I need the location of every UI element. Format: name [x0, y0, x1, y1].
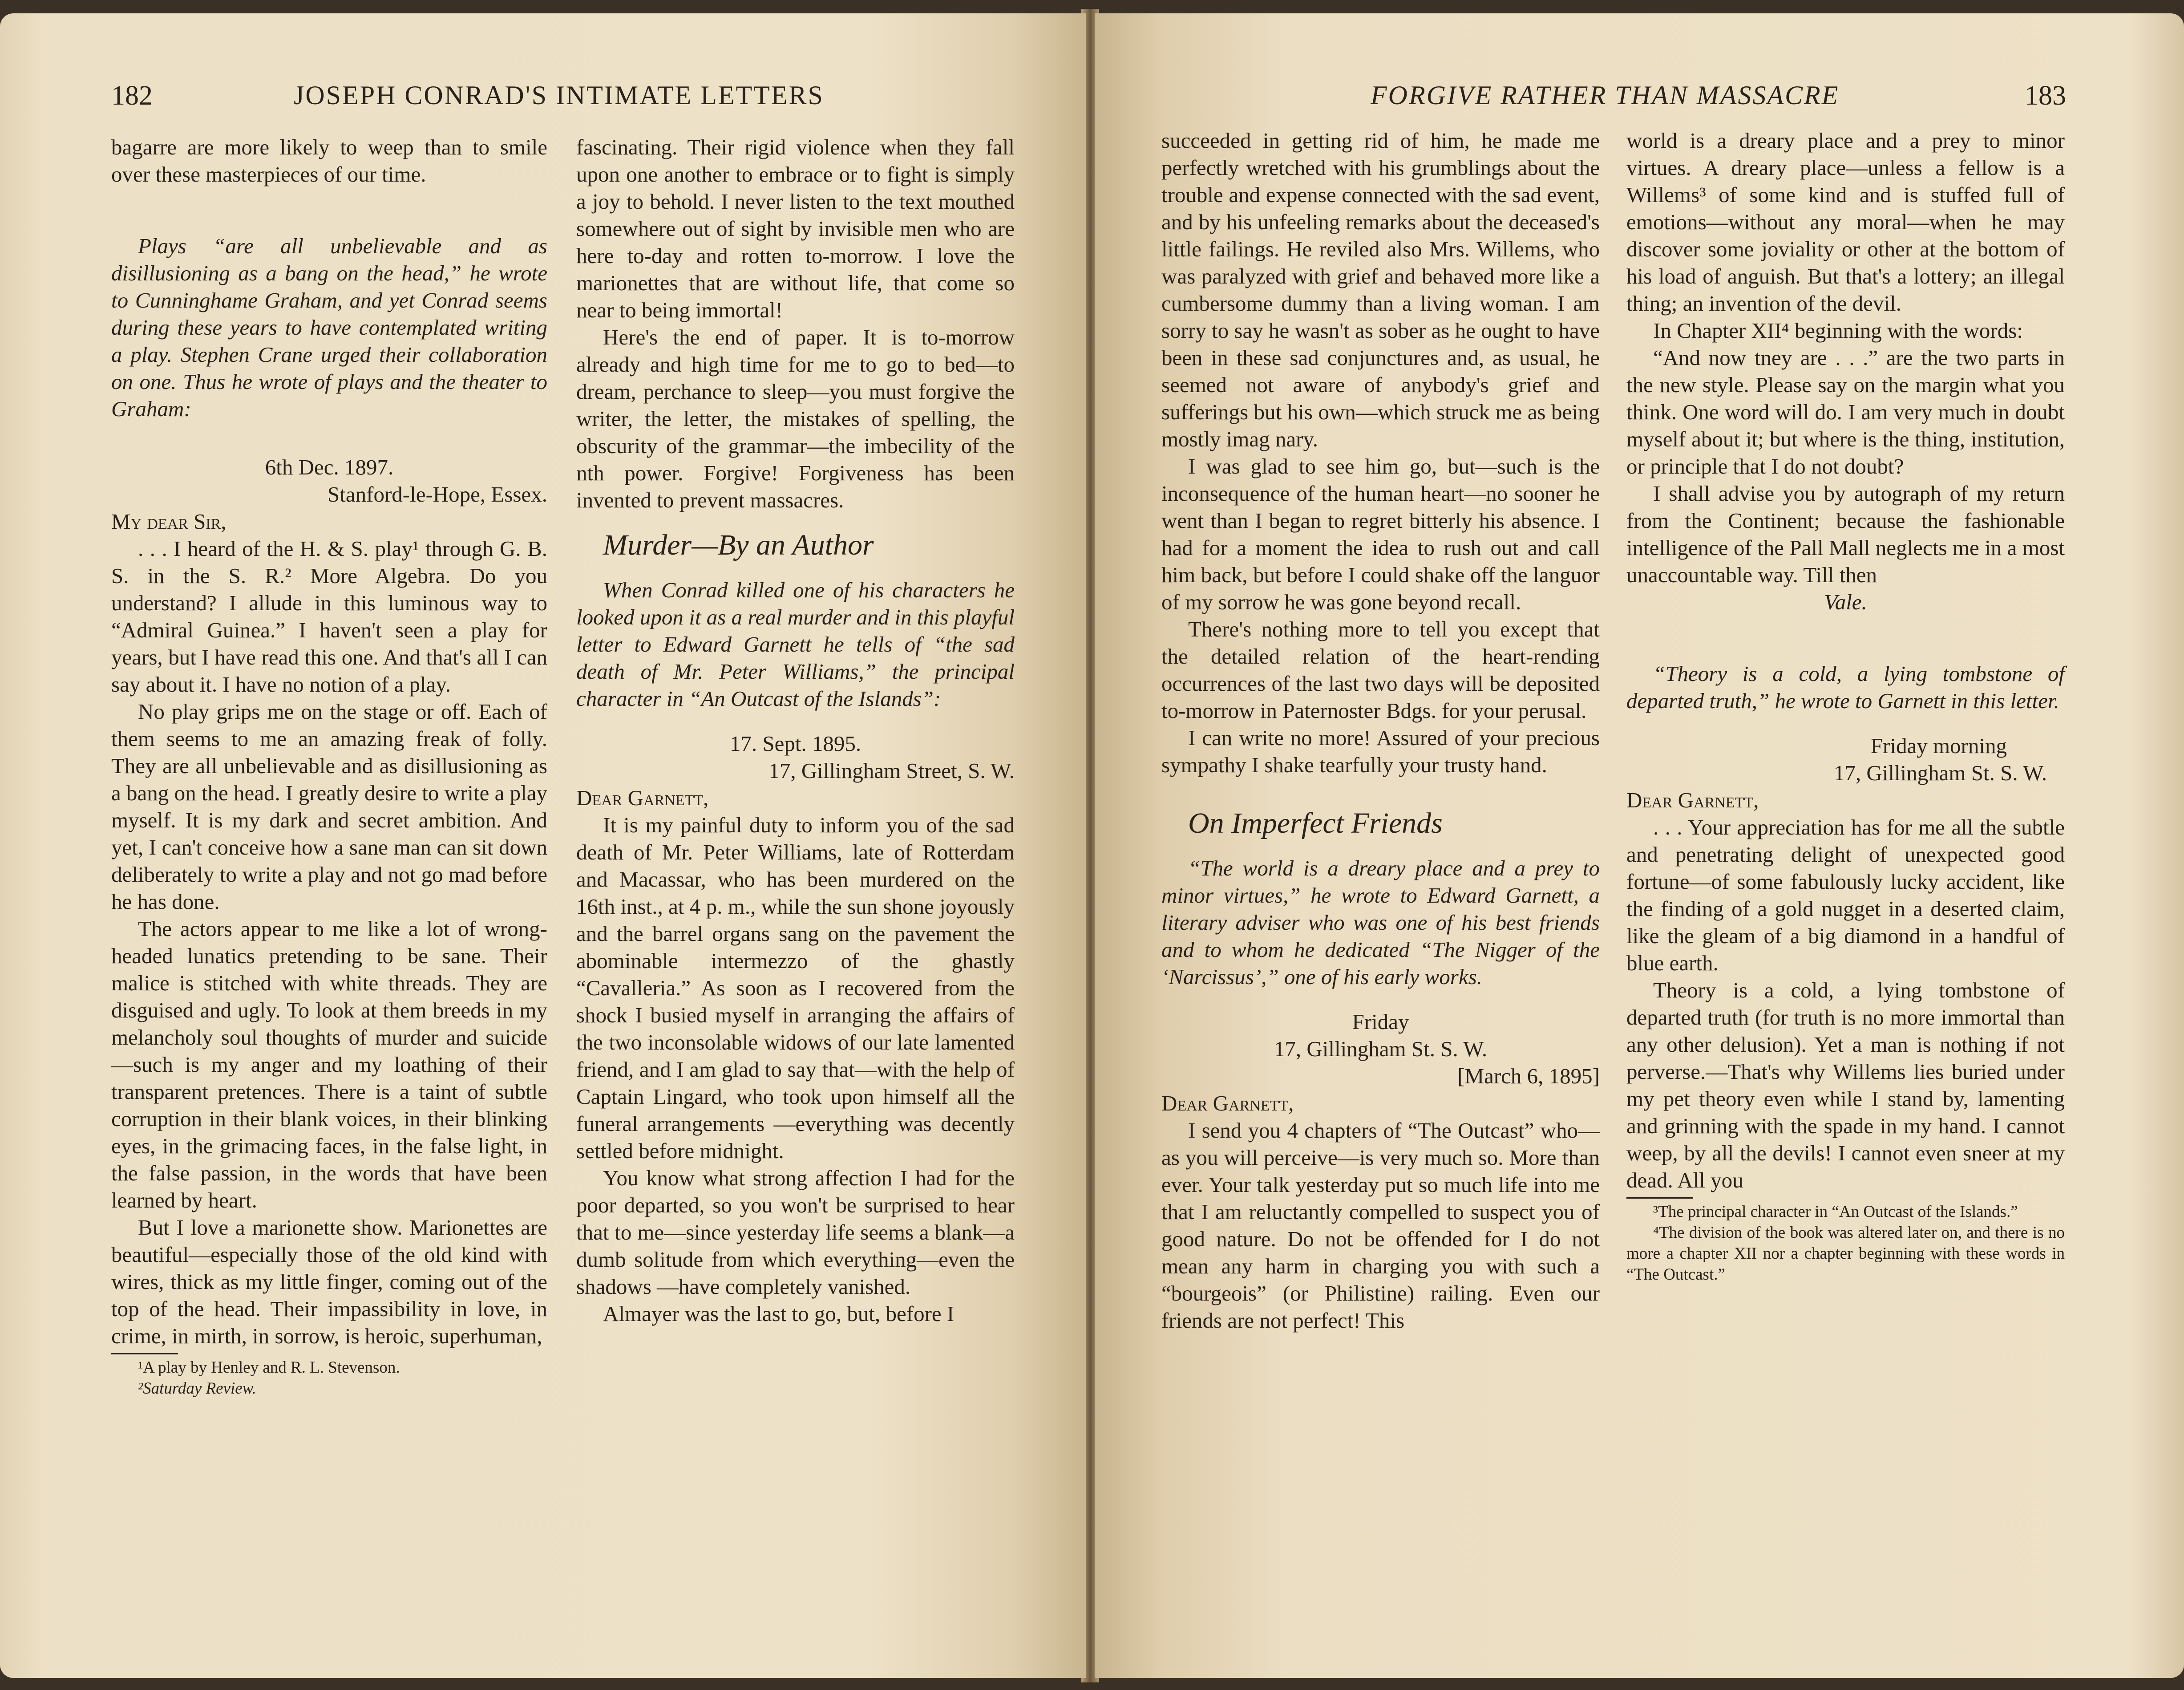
editorial-intro: When Conrad killed one of his characters he looked upon it as a real murder and in this playful letter to Edward Garnett he tells of “the sad death of Mr. Peter Williams,” the principal character in “An Outcast of the Islands”:	[576, 578, 1015, 711]
letter-place: 17, Gillingham Street, S. W.	[768, 758, 1015, 783]
paragraph: . . . Your appreciation has for me all the subtle and penetrating delight of unexpected good fortune—of some fabulously lucky accident, like the finding of a gold nugget in a deserted claim, like the gleam of a big diamond in a handful of blue earth.	[1626, 815, 2065, 975]
letter-salutation: My dear Sir,	[111, 509, 226, 534]
footnote: ³The principal character in “An Outcast of the Islands.”	[1653, 1203, 2018, 1221]
paragraph: I send you 4 chapters of “The Outcast” who—as you will perceive—is very much so. More than ever. Your talk yesterday put so much life into me that I am reluctantly compelled to suspect you of good nature. Do not be offended for I do not mean any harm in charging you with such a “bourgeois” (or Philistine) railing. Even our friends are not perfect! This	[1161, 1118, 1600, 1333]
paragraph: In Chapter XII⁴ beginning with the words:	[1653, 318, 2023, 343]
running-head: FORGIVE RATHER THAN MASSACRE	[1371, 81, 1840, 110]
footnote-rule	[1626, 1197, 1693, 1199]
paragraph: . . . I heard of the H. & S. play¹ through G. B. S. in the S. R.² More Algebra. Do you understand? I allude in this luminous way to “Admiral Guinea.” I haven't seen a play for years, but I have read this one. And that's all I can say about it. I have no notion of a play.	[111, 536, 547, 697]
letter-place: 17, Gillingham St. S. W.	[1833, 761, 2047, 785]
paragraph: No play grips me on the stage or off. Each of them seems to me an amazing freak of folly. They are all unbelievable and as disillusioning as a bang on the head. I greatly desire to write a play myself. It is my dark and secret ambition. And yet, I can't conceive how a sane man can sit down deliberately to write a play and not go mad before he has done.	[111, 699, 547, 914]
left-page	[0, 13, 1086, 1678]
paragraph: It is my painful duty to inform you of the sad death of Mr. Peter Williams, late of Rotterdam and Macassar, who has been murdered on the 16th inst., at 4 p. m., while the sun shone joyously and the barrel organs sang on the pavement the abominable intermezzo of the ghastly “Cavalleria.” As soon as I recovered from the shock I busied myself in arranging the affairs of the two inconsolable widows of our late lamented friend, and I am glad to say that—with the help of Captain Lingard, who took upon himself all the funeral arrangements —everything was decently settled before midnight.	[576, 813, 1015, 1163]
letter-day: Friday	[1352, 1009, 1409, 1034]
footnote: ⁴The division of the book was altered later on, and there is no more a chapter XII nor a chapter beginning with these words in “The Outcast.”	[1626, 1224, 2065, 1284]
section-heading: On Imperfect Friends	[1188, 807, 1443, 839]
right-column-2	[1626, 127, 2065, 1285]
footnote: ²Saturday Review.	[138, 1379, 256, 1398]
paragraph: bagarre are more likely to weep than to smile over these masterpieces of our time.	[111, 135, 547, 186]
letter-salutation: Dear Garnett,	[1626, 788, 1759, 812]
letter-date: 6th Dec. 1897.	[265, 455, 394, 479]
paragraph: I can write no more! Assured of your precious sympathy I shake tearfully your trusty hand.	[1161, 725, 1600, 777]
letter-date: [March 6, 1895]	[1457, 1064, 1600, 1088]
letter-place: Stanford-le-Hope, Essex.	[328, 482, 547, 507]
letter-salutation: Dear Garnett,	[1161, 1091, 1294, 1115]
letter-salutation: Dear Garnett,	[576, 786, 709, 810]
footnote-rule	[111, 1353, 178, 1354]
paragraph: But I love a marionette show. Marionettes are beautiful—especially those of the old kind with wires, thick as my little finger, coming out of the top of the head. Their impassibility in love, in crime, in mirth, in sorrow, is heroic, superhuman,	[111, 1215, 547, 1348]
letter-closing: Vale.	[1824, 590, 1867, 614]
paragraph: I was glad to see him go, but—such is the inconsequence of the human heart—no sooner he went than I began to regret bitterly his absence. I had for a moment the idea to rush out and call him back, but before I could shake off the languor of my sorrow he was gone beyond recall.	[1161, 454, 1600, 614]
editorial-intro: Plays “are all unbelievable and as disillusioning as a bang on the head,” he wrote to Cunninghame Graham, and yet Conrad seems during these years to have contemplated writing a play. Stephen Crane urged their collaboration on one. Thus he wrote of plays and the theater to Graham:	[111, 234, 547, 421]
page-number: 182	[111, 81, 153, 111]
section-heading: Murder—By an Author	[603, 529, 874, 561]
paragraph: There's nothing more to tell you except that the detailed relation of the heart-rending occurrences of the last two days will be deposited to-morrow in Paternoster Bdgs. for your perusal.	[1161, 617, 1600, 723]
editorial-intro: “The world is a dreary place and a prey to minor virtues,” he wrote to Edward Garnett, a literary adviser who was one of his best friends and to whom he dedicated “The Nigger of the ‘Narcissus’,” one of his early works.	[1161, 856, 1600, 989]
paragraph: Theory is a cold, a lying tombstone of departed truth (for truth is no more immortal than any other delusion). Yet a man is nothing if not perverse.—That's why Willems lies buried under my pet theory even while I stand by, lamenting and grinning with the spade in my hand. I cannot weep, by all the devils! I cannot even sneer at my dead. All you	[1626, 978, 2065, 1192]
paragraph: I shall advise you by autograph of my return from the Continent; because the fashionable intelligence of the Pall Mall neglects me in a most unaccountable way. Till then	[1626, 481, 2065, 587]
footnote: ¹A play by Henley and R. L. Stevenson.	[138, 1358, 400, 1377]
left-column-1	[111, 134, 547, 1399]
letter-date: 17. Sept. 1895.	[729, 731, 861, 756]
editorial-intro: “Theory is a cold, a lying tombstone of departed truth,” he wrote to Garnett in this letter.	[1626, 661, 2065, 713]
running-head: JOSEPH CONRAD'S INTIMATE LETTERS	[294, 81, 824, 110]
paragraph: You know what strong affection I had for the poor departed, so you won't be surprised to hear that to me—since yesterday life seems a blank—a dumb solitude from which everything—even the shadows —have completely vanished.	[576, 1166, 1015, 1299]
paragraph: fascinating. Their rigid violence when they fall upon one another to embrace or to fight is simply a joy to behold. I never listen to the text mouthed somewhere out of sight by invisible men who are here to-day and rotten to-morrow. I love the marionettes that are without life, that come so near to being immortal!	[576, 135, 1015, 322]
paragraph: “And now tney are . . .” are the two parts in the new style. Please say on the margin what you think. One word will do. I am very much in doubt myself about it; but where is the thing, institution, or principle that I do not doubt?	[1626, 345, 2065, 478]
paragraph: The actors appear to me like a lot of wrong-headed lunatics pretending to be sane. Their malice is stitched with white threads. They are disguised and ugly. To look at them breeds in my melancholy soul thoughts of murder and suicide—such is my anger and my loathing of their transparent pretences. There is a taint of subtle corruption in their blank voices, in their blinking eyes, in the grimacing faces, in the false light, in the false passion, in the words that have been learned by heart.	[111, 916, 547, 1212]
left-column-2	[576, 134, 1015, 1327]
paragraph: Here's the end of paper. It is to-morrow already and high time for me to go to bed—to dream, perchance to sleep—you must forgive the writer, the letter, the mistakes of spelling, the obscurity of the grammar—the imbecility of the nth power. Forgive! Forgiveness has been invented to prevent massacres.	[576, 325, 1015, 512]
right-column-1	[1161, 127, 1600, 1334]
letter-place: 17, Gillingham St. S. W.	[1274, 1037, 1488, 1061]
letter-day: Friday morning	[1870, 734, 2007, 758]
right-page	[1095, 13, 2184, 1678]
paragraph: world is a dreary place and a prey to minor virtues. A dreary place—unless a fellow is a Willems³ of some kind and is stuffed full of emotions—without any moral—when he may discover some joviality or other at the bottom of his load of anguish. But that's a lottery; an illegal thing; an invention of the devil.	[1626, 128, 2065, 316]
paragraph: Almayer was the last to go, but, before I	[603, 1301, 954, 1326]
paragraph: succeeded in getting rid of him, he made me perfectly wretched with his grumblings about the trouble and expense connected with the sad event, and by his unfeeling remarks about the deceased's little failings. He reviled also Mrs. Willems, who was paralyzed with grief and behaved more like a cumbersome dummy than a living woman. I am sorry to say he wasn't as sober as he ought to have been in these sad conjunctures and, as usual, he seemed not aware of anybody's grief and sufferings but his own—which struck me as being mostly imag nary.	[1161, 128, 1600, 451]
page-number: 183	[2025, 81, 2066, 111]
